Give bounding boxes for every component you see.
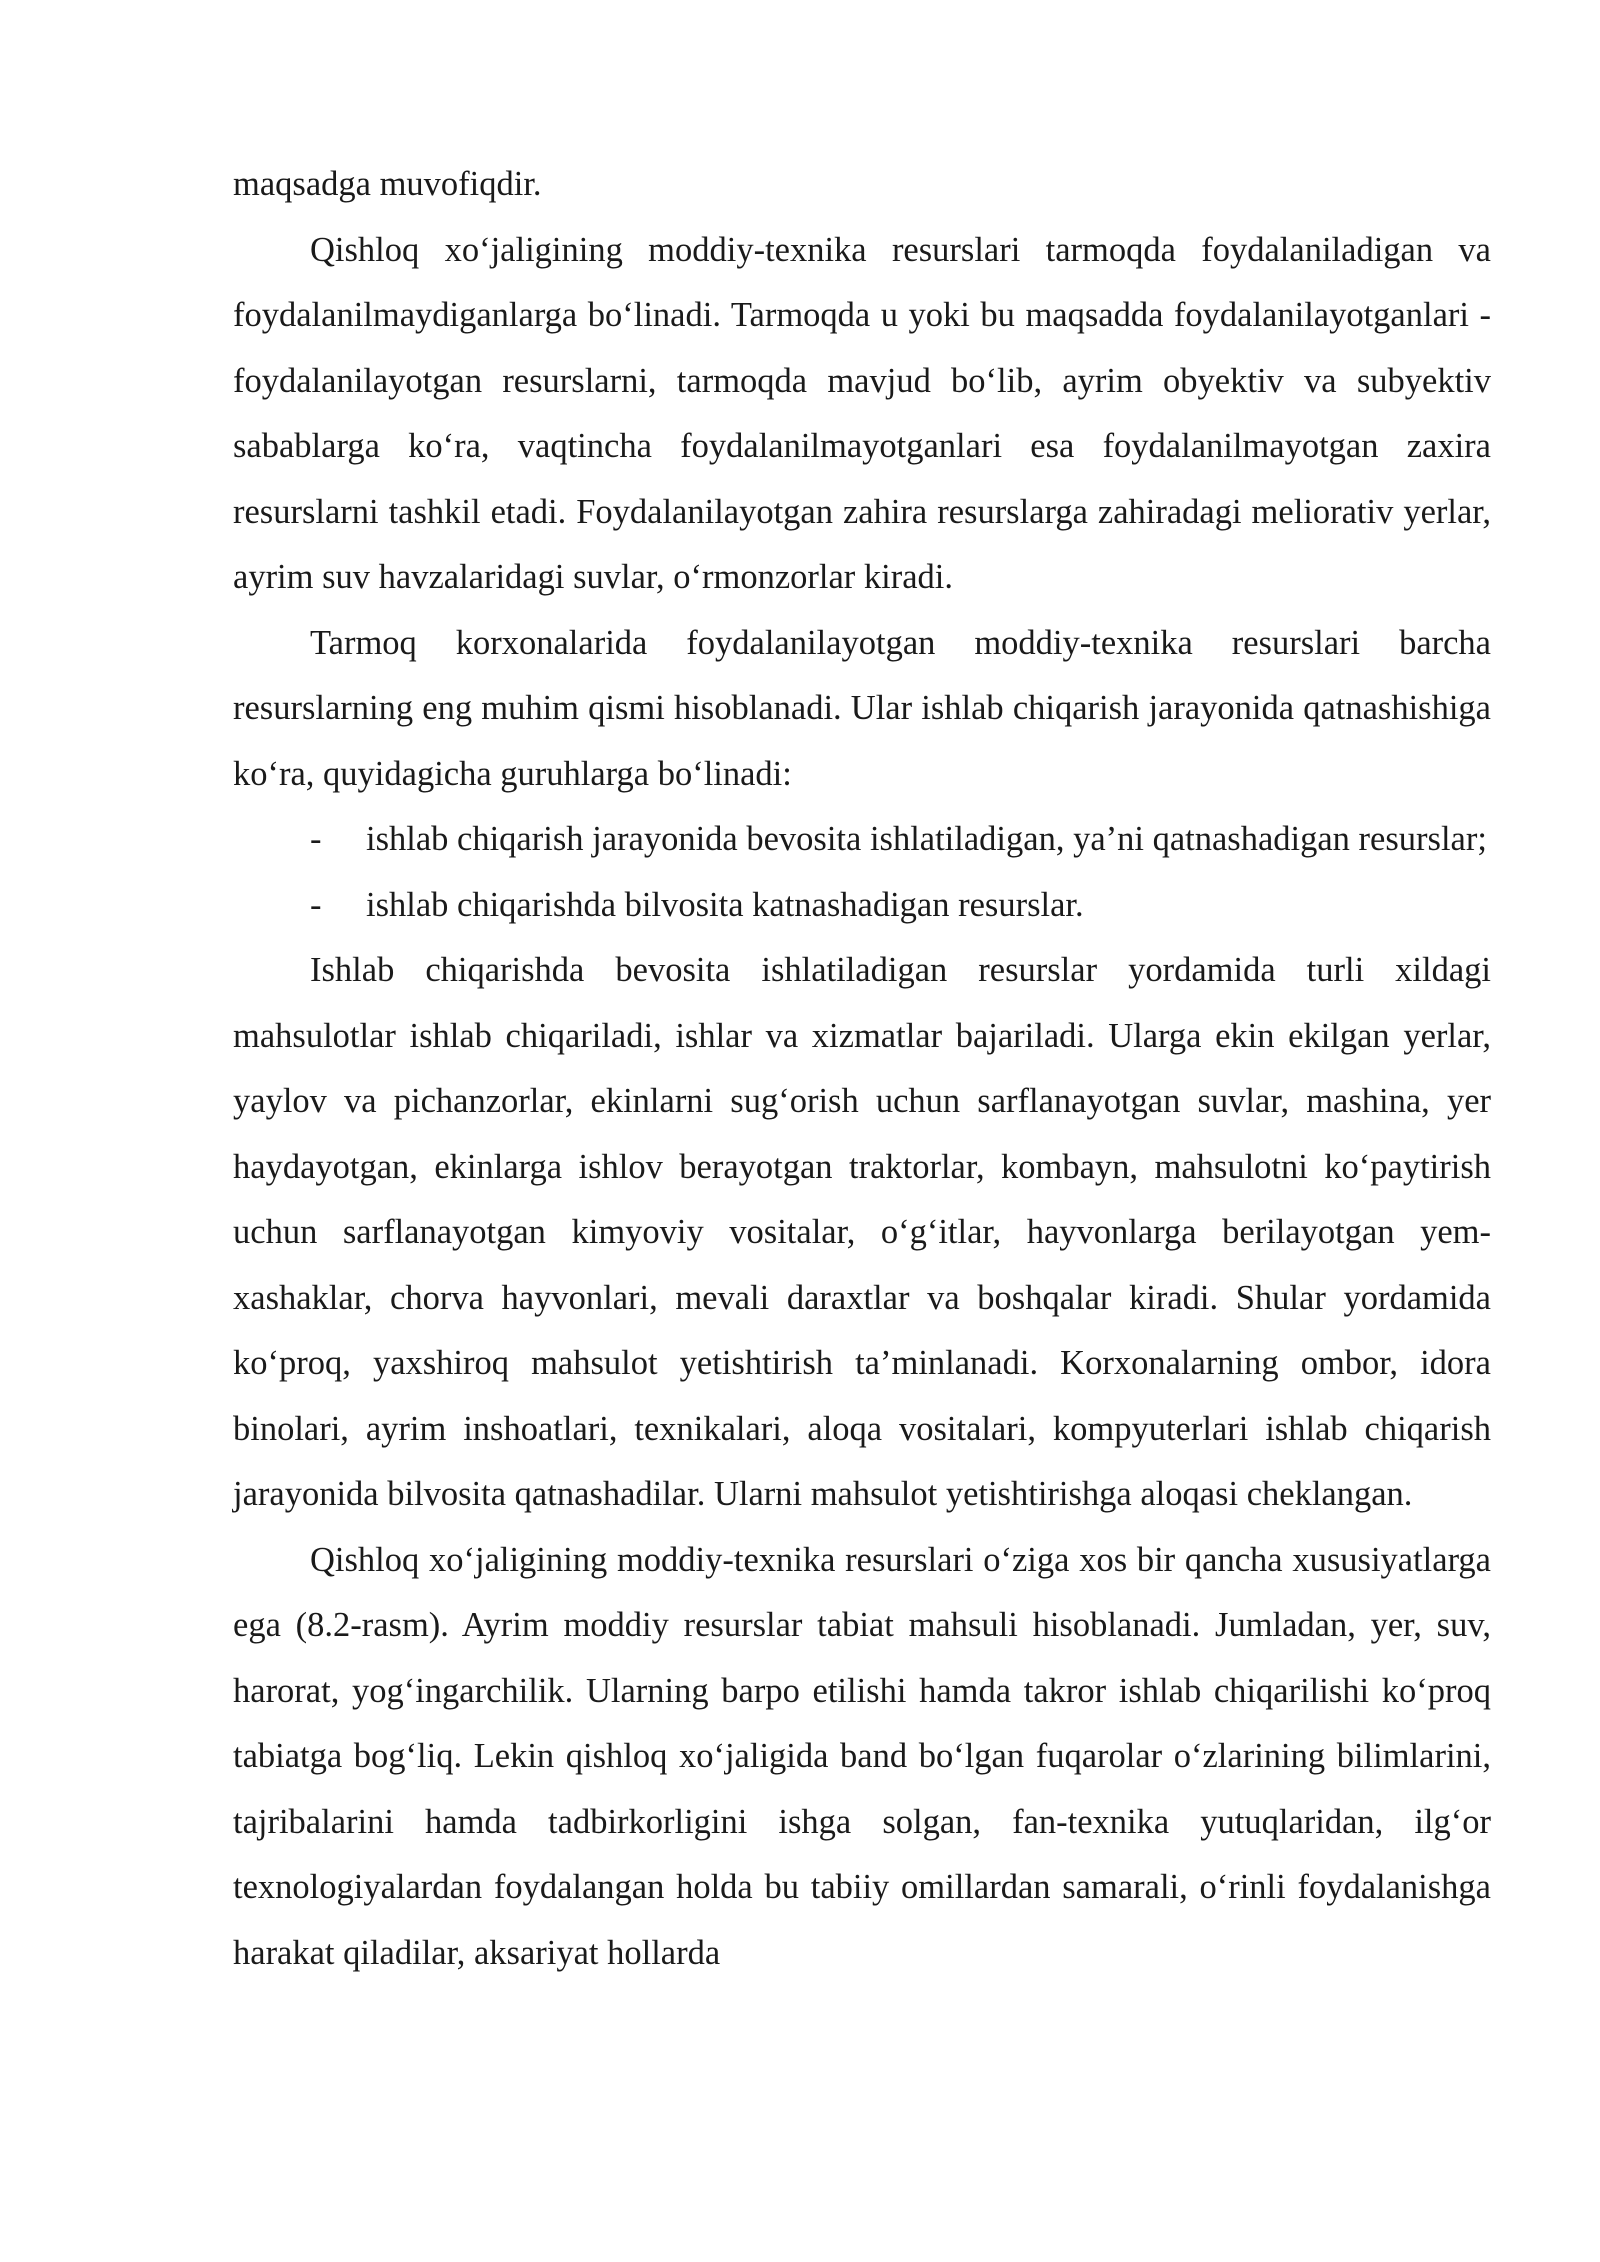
list-dash: - <box>310 820 322 858</box>
paragraph-resource-features: Qishloq xo‘jaligining moddiy-texnika resurslari o‘ziga xos bir qancha xususiyatlarga ega (8.2-rasm). Ayrim moddiy resurslar tabiat mahsuli hisoblanadi. Jumladan, yer, suv, harorat, yog‘ingarchilik. Ularning barpo etilishi hamda takror ishlab chiqarilishi ko‘proq tabiatga bog‘liq. Lekin qishloq xo‘jaligida band bo‘lgan fuqarolar o‘zlarining bilimlarini, tajribalarini hamda tadbirkorligini ishga solgan, fan-texnika yutuqlaridan, ilg‘or texnologiyalardan foydalangan holda bu tabiiy omillardan samarali, o‘rinli foydalanishga harakat qiladilar, aksariyat hollarda <box>233 1540 1491 1972</box>
paragraph-resource-types: Qishloq xo‘jaligining moddiy-texnika resurslari tarmoqda foydalaniladigan va foydalanilmaydiganlarga bo‘linadi. Tarmoqda u yoki bu maqsadda foydalanilayotganlari - foydalanilayotgan resurslarni, tarmoqda mavjud bo‘lib, ayrim obyektiv va subyektiv sabablarga ko‘ra, vaqtincha foydalanilmayotganlari esa foydalanilmayotgan zaxira resurslarni tashkil etadi. Foydalanilayotgan zahira resurslarga zahiradagi meliorativ yerlar, ayrim suv havzalaridagi suvlar, o‘rmonzorlar kiradi. <box>233 230 1491 596</box>
paragraph-resource-groups: Tarmoq korxonalarida foydalanilayotgan moddiy-texnika resurslari barcha resurslarning eng muhim qismi hisoblanadi. Ular ishlab chiqarish jarayonida qatnashishiga ko‘ra, quyidagicha guruhlarga bo‘linadi: <box>233 623 1491 793</box>
paragraph-direct-resources: Ishlab chiqarishda bevosita ishlatiladigan resurslar yordamida turli xildagi mahsulotlar ishlab chiqariladi, ishlar va xizmatlar bajariladi. Ularga ekin ekilgan yerlar, yaylov va pichanzorlar, ekinlarni sug‘orish uchun sarflanayotgan suvlar, mashina, yer haydayotgan, ekinlarga ishlov berayotgan traktorlar, kombayn, mahsulotni ko‘paytirish uchun sarflanayotgan kimyoviy vositalar, o‘g‘itlar, hayvonlarga berilayotgan yem-xashaklar, chorva hayvonlari, mevali daraxtlar va boshqalar kiradi. Shular yordamida ko‘proq, yaxshiroq mahsulot yetishtirish ta’minlanadi. Korxonalarning ombor, idora binolari, ayrim inshoatlari, texnikalari, aloqa vositalari, kompyuterlari ishlab chiqarish jarayonida bilvosita qatnashadilar. Ularni mahsulot yetishtirishga aloqasi cheklangan. <box>233 951 1491 1513</box>
list-item-text: ishlab chiqarish jarayonida bevosita ishlatiladigan, ya’ni qatnashadigan resurslar; <box>366 820 1487 858</box>
list-item <box>233 807 1491 873</box>
paragraph-continuation: maqsadga muvofiqdir. <box>233 165 542 203</box>
document-page <box>233 152 1491 1986</box>
list-item-text: ishlab chiqarishda bilvosita katnashadigan resurslar. <box>366 885 1084 924</box>
list-item <box>233 873 1491 939</box>
list-dash: - <box>310 885 322 924</box>
